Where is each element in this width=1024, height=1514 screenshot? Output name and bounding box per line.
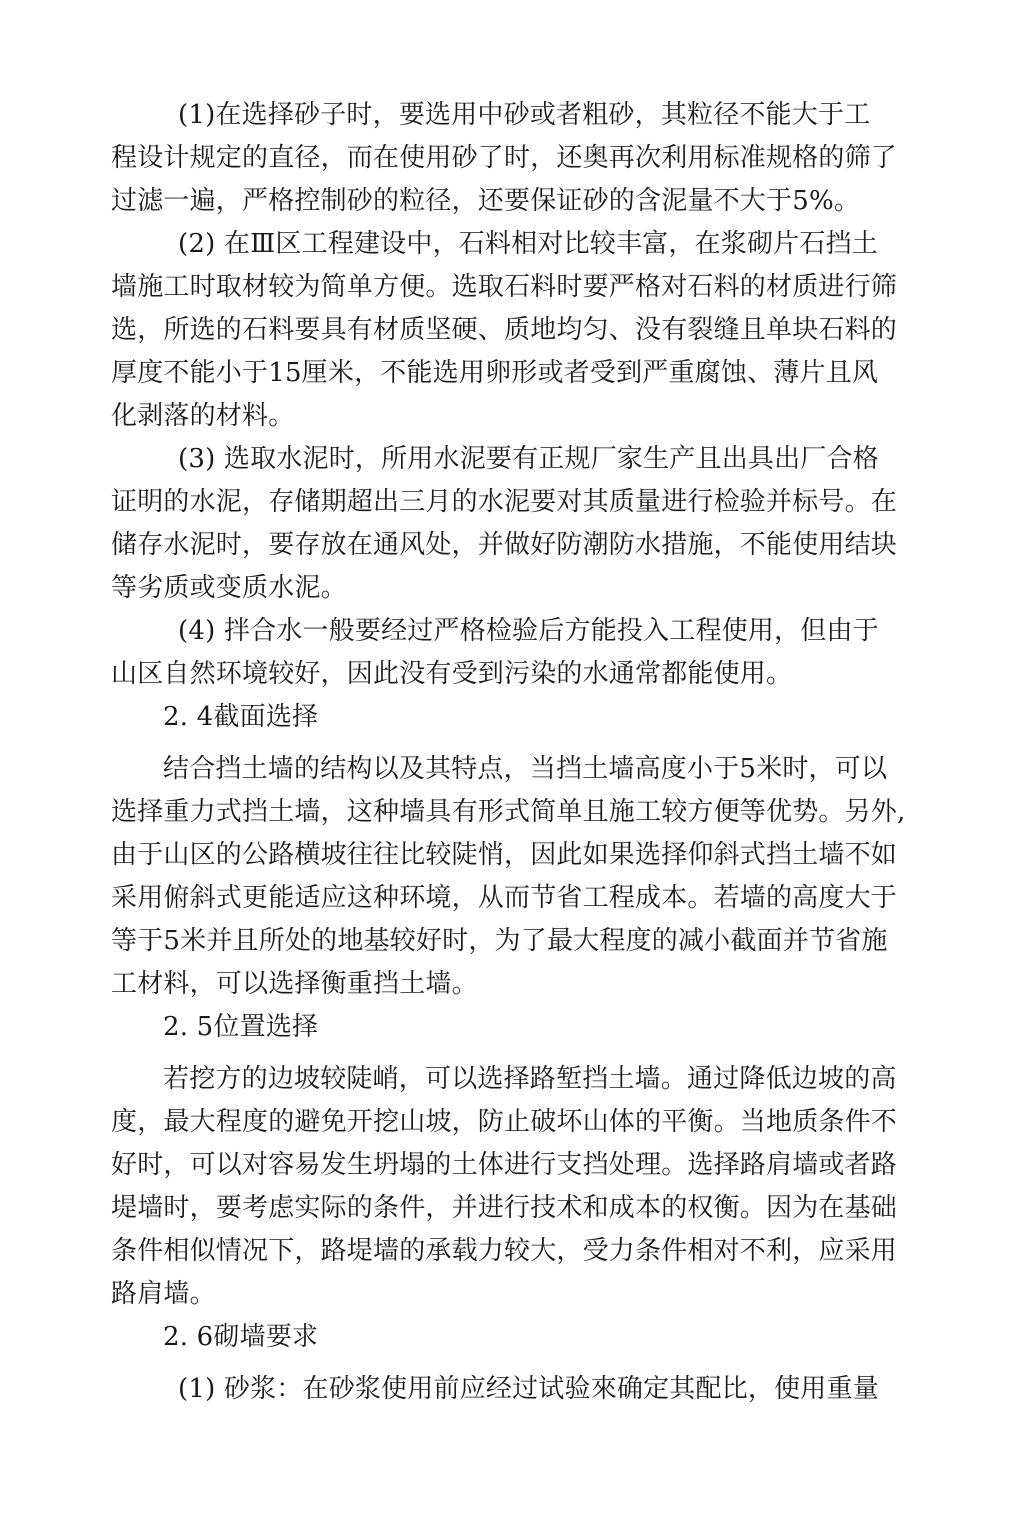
text-line: 选择重力式挡土墙，这种墙具有形式简单且施工较方便等优势。另外, <box>111 797 906 827</box>
text-line: 工材料，可以选择衡重挡土墙。 <box>111 969 478 999</box>
text-line: 采用俯斜式更能适应这种环境，从而节省工程成本。若墙的高度大于 <box>111 883 898 913</box>
text-line: (3) 选取水泥时，所用水泥要有正规厂家生产且出具出厂合格 <box>178 444 879 474</box>
text-line: 若挖方的边坡较陡峭，可以选择路堑挡土墙。通过降低边坡的高 <box>163 1064 897 1094</box>
text-line: 过滤一遍，严格控制砂的粒径，还要保证砂的含泥量不大于5%。 <box>111 186 861 216</box>
text-line: (4) 拌合水一般要经过严格检验后方能投入工程使用，但由于 <box>178 616 879 646</box>
text-line: 选，所选的石料要具有材质坚硬、质地均匀、没有裂缝且单块石料的 <box>111 315 898 345</box>
text-line: 证明的水泥，存储期超出三月的水泥要对其质量进行检验并标号。在 <box>111 487 898 517</box>
section-heading: 2. 6砌墙要求 <box>163 1322 319 1352</box>
text-line: 墙施工时取材较为简单方便。选取石料时要严格对石料的材质进行筛 <box>111 272 898 302</box>
text-line: 堤墙时，要考虑实际的条件，并进行技术和成本的权衡。因为在基础 <box>111 1193 898 1223</box>
text-line: 山区自然环境较好，因此没有受到污染的水通常都能使用。 <box>111 659 793 689</box>
text-line: 程设计规定的直径，而在使用砂了时，还奥再次利用标准规格的筛了 <box>111 143 898 173</box>
text-line: 等劣质或变质水泥。 <box>111 573 347 603</box>
text-line: (2) 在Ⅲ区工程建设中，石料相对比较丰富，在浆砌片石挡土 <box>178 229 878 259</box>
text-line: 条件相似情况下，路堤墙的承载力较大，受力条件相对不利，应采用 <box>111 1236 898 1266</box>
text-line: 由于山区的公路横坡往往比较陡悄，因此如果选择仰斜式挡土墙不如 <box>111 840 898 870</box>
text-line: (1)在选择砂子时，要选用中砂或者粗砂，其粒径不能大于工 <box>178 100 871 130</box>
text-line: 结合挡土墙的结构以及其特点，当挡土墙高度小于5米时，可以 <box>163 754 888 784</box>
text-line: 厚度不能小于15厘米，不能选用卵形或者受到严重腐蚀、薄片且风 <box>111 358 879 388</box>
section-heading: 2. 5位置选择 <box>163 1012 319 1042</box>
text-line: 路肩墙。 <box>111 1279 216 1309</box>
text-line: (1) 砂浆：在砂浆使用前应经过试验來确定其配比，使用重量 <box>178 1374 879 1404</box>
text-line: 化剥落的材料。 <box>111 401 295 431</box>
text-line: 好时，可以对容易发生坍塌的土体进行支挡处理。选择路肩墙或者路 <box>111 1150 898 1180</box>
section-heading: 2. 4截面选择 <box>163 702 319 732</box>
text-line: 等于5米并且所处的地基较好时，为了最大程度的减小截面并节省施 <box>111 926 888 956</box>
text-line: 度，最大程度的避免开挖山坡，防止破坏山体的平衡。当地质条件不 <box>111 1107 898 1137</box>
text-line: 储存水泥时，要存放在通风处，并做好防潮防水措施，不能使用结块 <box>111 530 898 560</box>
